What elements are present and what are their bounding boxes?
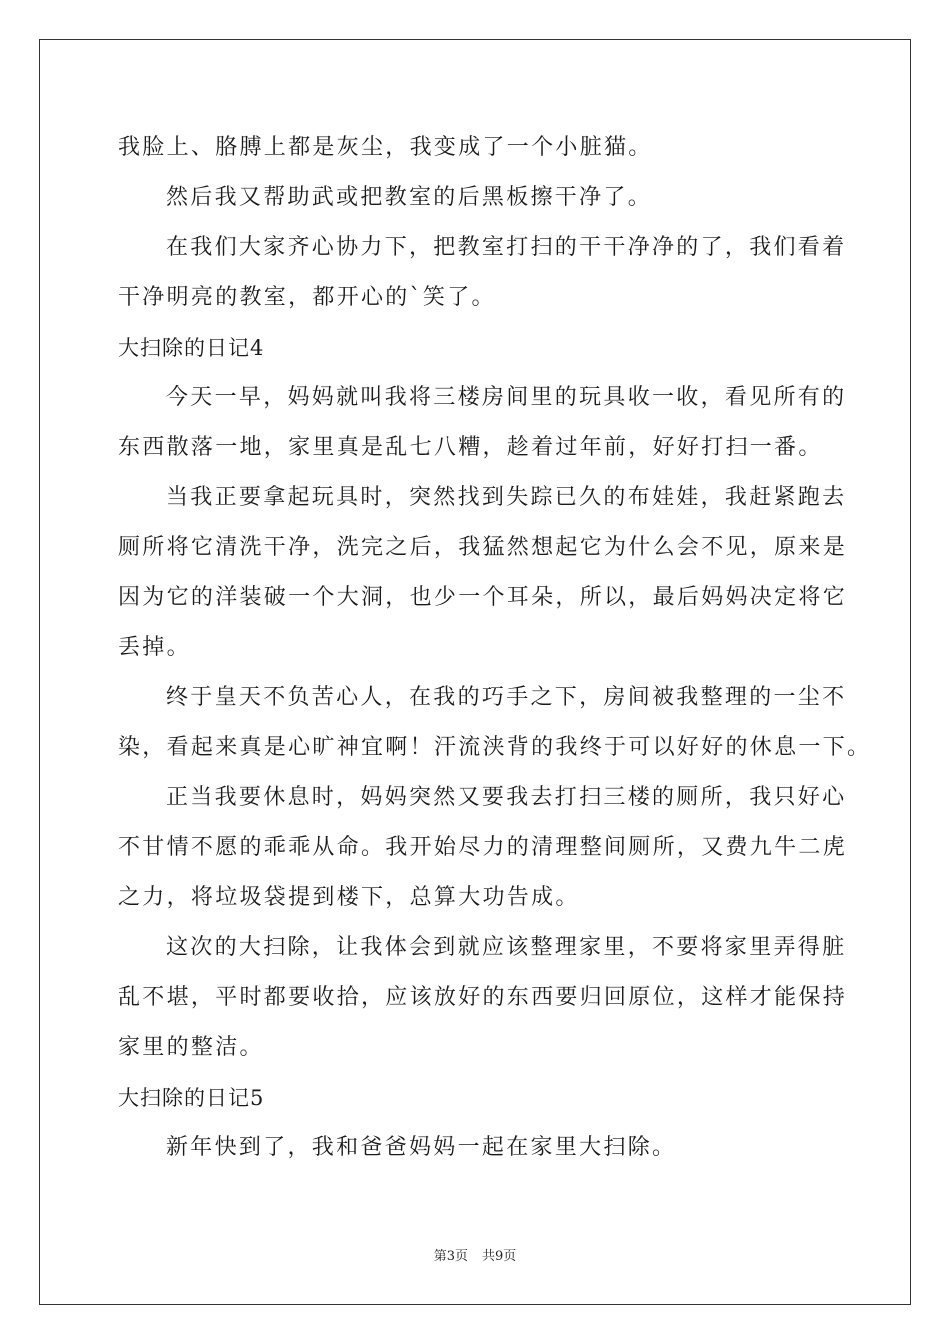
paragraph-line: 然后我又帮助武或把教室的后黑板擦干净了。 xyxy=(166,185,653,210)
page-number: 第3页 xyxy=(433,1249,468,1264)
section-heading: 大扫除的日记4 xyxy=(118,336,265,360)
paragraph-line: 之力，将垃圾袋提到楼下，总算大功告成。 xyxy=(118,885,580,910)
paragraph-line: 今天一早，妈妈就叫我将三楼房间里的玩具收一收，看见所有的 xyxy=(166,385,847,410)
paragraph-line: 正当我要休息时，妈妈突然又要我去打扫三楼的厕所，我只好心 xyxy=(166,785,847,810)
paragraph-line: 在我们大家齐心协力下，把教室打扫的干干净净的了，我们看着 xyxy=(166,235,847,260)
page-footer xyxy=(0,1245,950,1264)
paragraph-line: 终于皇天不负苦心人，在我的巧手之下，房间被我整理的一尘不 xyxy=(166,685,847,710)
paragraph-line: 干净明亮的教室，都开心的`笑了。 xyxy=(118,285,496,310)
paragraph-line: 厕所将它清洗干净，洗完之后，我猛然想起它为什么会不见，原来是 xyxy=(118,535,848,560)
paragraph-line: 因为它的洋装破一个大洞，也少一个耳朵，所以，最后妈妈决定将它 xyxy=(118,585,848,610)
paragraph-line: 这次的大扫除，让我体会到就应该整理家里，不要将家里弄得脏 xyxy=(166,935,847,960)
paragraph-line: 染，看起来真是心旷神宜啊！汗流浃背的我终于可以好好的休息一下。 xyxy=(118,735,872,760)
page-total: 共9页 xyxy=(482,1249,517,1264)
paragraph-line: 当我正要拿起玩具时，突然找到失踪已久的布娃娃，我赶紧跑去 xyxy=(166,485,847,510)
paragraph-line: 丢掉。 xyxy=(118,635,191,660)
paragraph-line: 我脸上、胳膊上都是灰尘，我变成了一个小脏猫。 xyxy=(118,135,653,160)
paragraph-line: 东西散落一地，家里真是乱七八糟，趁着过年前，好好打扫一番。 xyxy=(118,435,823,460)
document-body xyxy=(118,128,872,1178)
paragraph-line: 乱不堪，平时都要收拾，应该放好的东西要归回原位，这样才能保持 xyxy=(118,985,848,1010)
paragraph-line: 新年快到了，我和爸爸妈妈一起在家里大扫除。 xyxy=(166,1135,677,1160)
section-heading: 大扫除的日记5 xyxy=(118,1086,265,1110)
paragraph-line: 不甘情不愿的乖乖从命。我开始尽力的清理整间厕所，又费九牛二虎 xyxy=(118,835,848,860)
paragraph-line: 家里的整洁。 xyxy=(118,1035,264,1060)
